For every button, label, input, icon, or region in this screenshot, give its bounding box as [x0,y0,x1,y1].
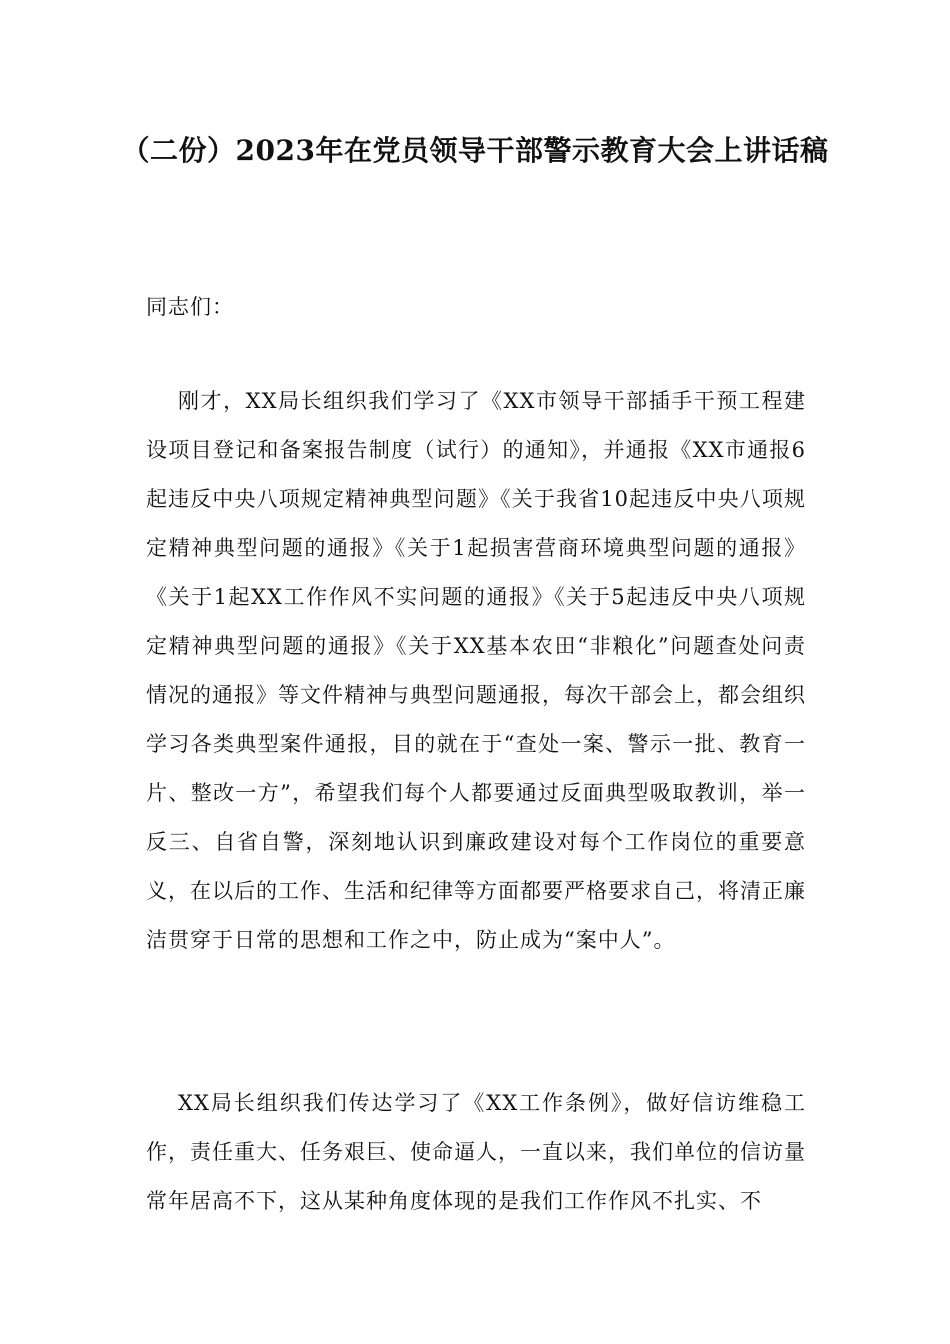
body-paragraph-1: 刚才，XX局长组织我们学习了《XX市领导干部插手干预工程建设项目登记和备案报告制度（试行）的通知》，并通报《XX市通报6起违反中央八项规定精神典型问题》《关于我省10起违反中央八项规定精神典型问题的通报》《关于1起损害营商环境典型问题的通报》《关于1起XX工作作风不实问题的通报》《关于5起违反中央八项规定精神典型问题的通报》《关于XX基本农田“非粮化”问题查处问责情况的通报》等文件精神与典型问题通报，每次干部会上，都会组织学习各类典型案件通报，目的就在于“查处一案、警示一批、教育一片、整改一方”，希望我们每个人都要通过反面典型吸取教训，举一反三、自省自警，深刻地认识到廉政建设对每个工作岗位的重要意义，在以后的工作、生活和纪律等方面都要严格要求自己，将清正廉洁贯穿于日常的思想和工作之中，防止成为“案中人”。 [146,389,806,952]
body-paragraph-2: XX局长组织我们传达学习了《XX工作条例》，做好信访维稳工作，责任重大、任务艰巨、使命逼人，一直以来，我们单位的信访量常年居高不下，这从某种角度体现的是我们工作作风不扎实、不 [146,1091,806,1213]
document-title: （二份）2023年在党员领导干部警示教育大会上讲话稿 [121,134,829,167]
salutation: 同志们： [146,295,234,319]
